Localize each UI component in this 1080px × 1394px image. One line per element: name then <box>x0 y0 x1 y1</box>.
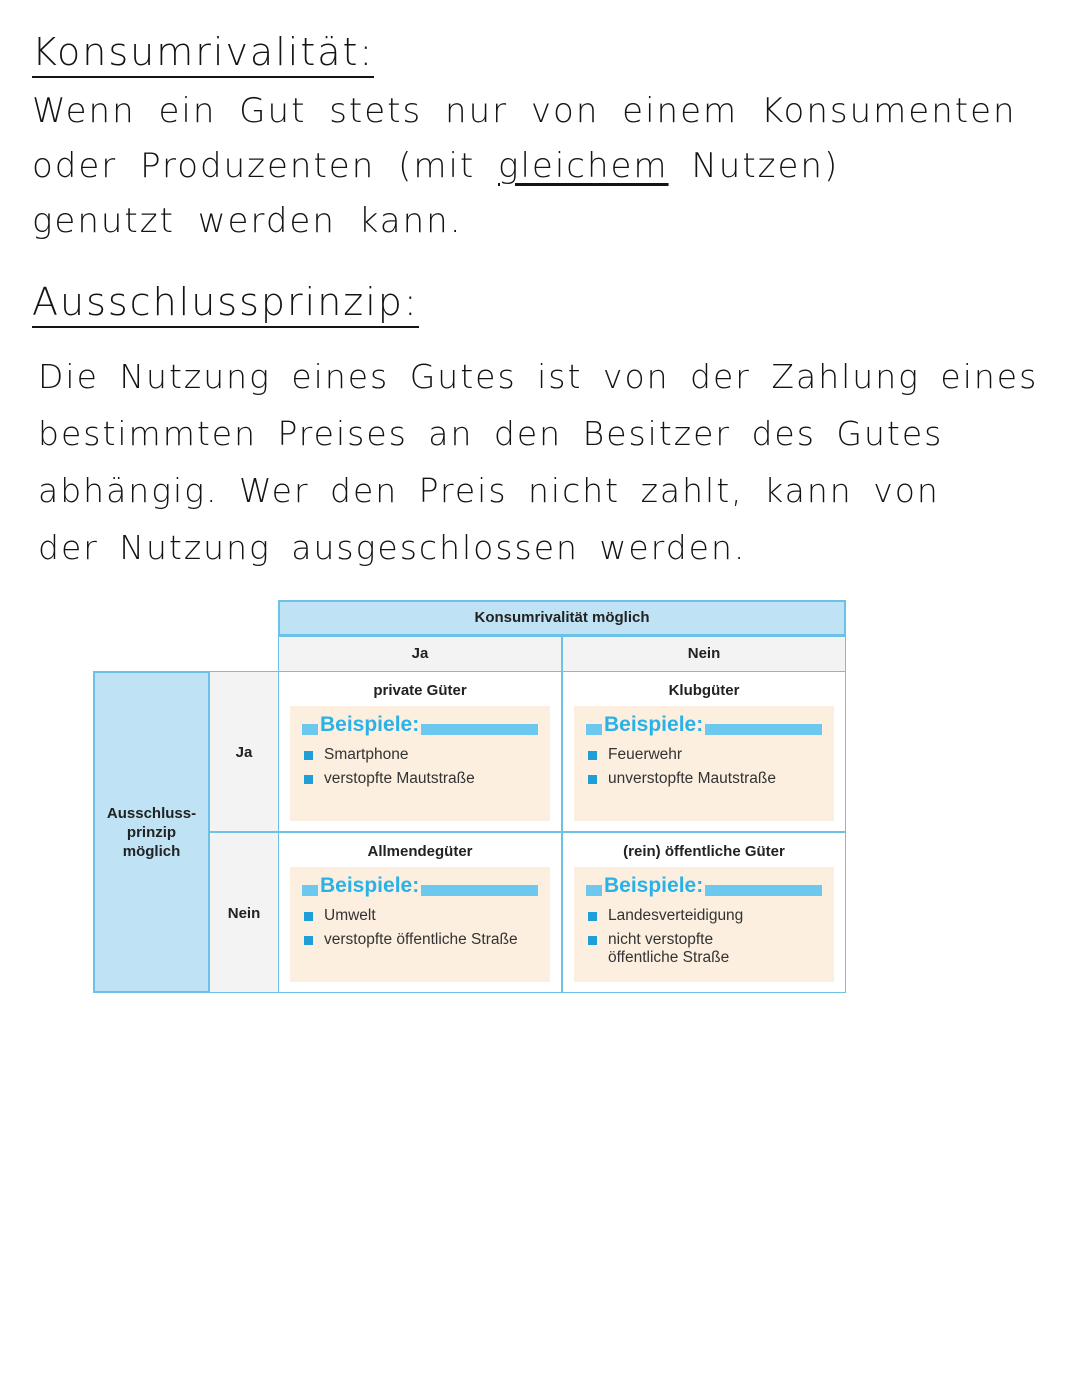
bullet-icon <box>304 936 313 945</box>
examples-box <box>290 706 550 821</box>
definition-text: oder Produzenten (mit <box>32 146 499 186</box>
list-item <box>588 770 826 788</box>
row-header-line: prinzip <box>126 823 177 841</box>
bullet-icon <box>304 912 313 921</box>
bullet-icon <box>304 775 313 784</box>
definition-line: der Nutzung ausgeschlossen werden. <box>38 528 747 567</box>
definition-line: Wenn ein Gut stets nur von einem Konsumenten <box>32 91 1017 131</box>
bullet-icon <box>588 912 597 921</box>
cell-title: (rein) öffentliche Güter <box>623 843 785 860</box>
cell-club-goods <box>562 671 846 832</box>
definition-konsumrivalitaet <box>32 84 1017 249</box>
definition-line <box>32 139 1017 194</box>
list-item <box>304 770 542 788</box>
list-item-text: Landesverteidigung <box>608 907 744 924</box>
row-ja: Ja <box>209 671 279 832</box>
list-item <box>304 907 542 925</box>
list-item-text: Umwelt <box>324 907 376 924</box>
list-item <box>304 931 542 949</box>
list-item <box>304 746 542 764</box>
definition-ausschlussprinzip <box>38 348 1038 576</box>
cell-public-goods <box>562 832 846 993</box>
list-item <box>588 907 826 925</box>
cell-title: Klubgüter <box>668 682 740 699</box>
list-item <box>588 746 826 764</box>
bullet-icon <box>588 775 597 784</box>
heading-ausschlussprinzip: Ausschlussprinzip: <box>32 280 419 328</box>
list-item-text: Smartphone <box>324 746 409 763</box>
list-item-text: verstopfte öffentliche Straße <box>324 931 518 948</box>
heading-konsumrivalitaet: Konsumrivalität: <box>32 30 374 78</box>
row-header-line: Ausschluss- <box>106 804 197 822</box>
cell-title: Allmendegüter <box>367 843 473 860</box>
row-header <box>93 671 210 993</box>
examples-box <box>574 867 834 982</box>
cell-title: private Güter <box>373 682 467 699</box>
definition-line: abhängig. Wer den Preis nicht zahlt, kann von <box>38 471 940 510</box>
examples-box <box>290 867 550 982</box>
examples-label: Beispiele: <box>604 874 704 897</box>
cell-private-goods <box>278 671 562 832</box>
list-item-text: nicht verstopfte öffentliche Straße <box>608 931 730 966</box>
examples-list <box>304 746 542 794</box>
bullet-icon <box>588 751 597 760</box>
definition-line: Die Nutzung eines Gutes ist von der Zahlung eines <box>38 357 1039 396</box>
cell-common-goods <box>278 832 562 993</box>
underlined-word: gleichem <box>498 146 669 186</box>
definition-line: bestimmten Preises an den Besitzer des Gutes <box>38 414 944 453</box>
definition-line: genutzt werden kann. <box>32 201 463 241</box>
bullet-icon <box>304 751 313 760</box>
examples-list <box>588 746 826 794</box>
list-item-text: Feuerwehr <box>608 746 683 763</box>
list-item <box>588 931 826 967</box>
row-nein: Nein <box>209 832 279 993</box>
column-header: Konsumrivalität möglich <box>278 600 846 636</box>
bullet-icon <box>588 936 597 945</box>
examples-list <box>588 907 826 973</box>
examples-label: Beispiele: <box>320 874 420 897</box>
row-header-line: möglich <box>122 842 181 860</box>
column-ja: Ja <box>278 636 562 672</box>
definition-text: Nutzen) <box>668 146 840 186</box>
examples-label: Beispiele: <box>320 713 420 736</box>
examples-box <box>574 706 834 821</box>
examples-list <box>304 907 542 955</box>
examples-label: Beispiele: <box>604 713 704 736</box>
list-item-text: unverstopfte Mautstraße <box>608 770 776 787</box>
list-item-text: verstopfte Mautstraße <box>324 770 475 787</box>
column-nein: Nein <box>562 636 846 672</box>
